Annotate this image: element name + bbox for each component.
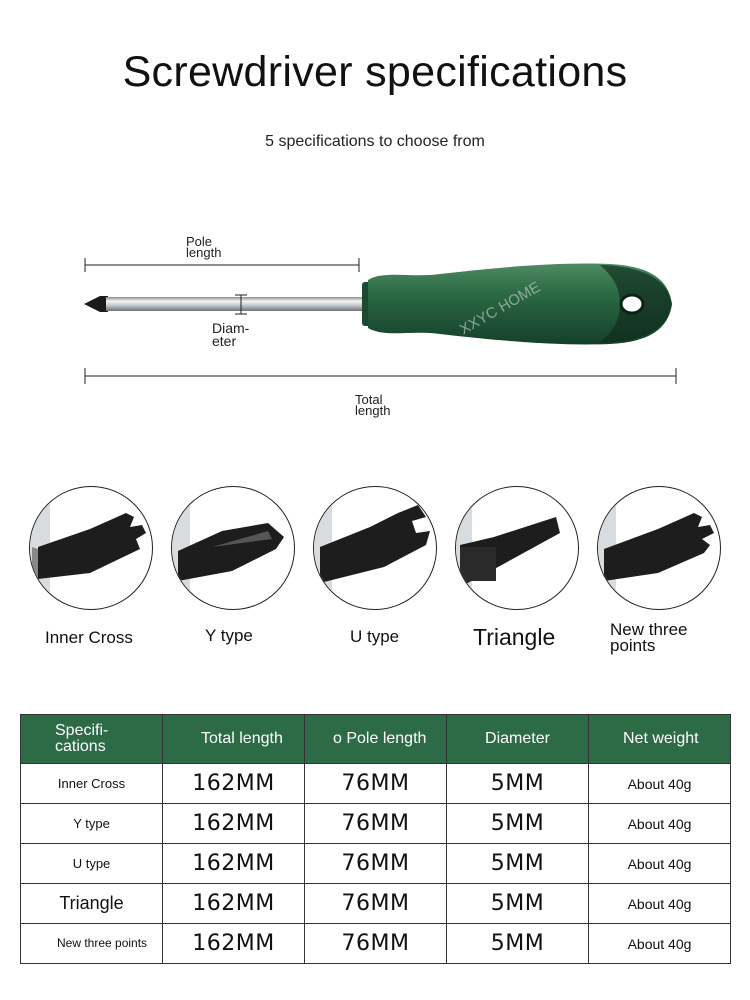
spec-cell: New three points <box>21 924 163 964</box>
column-header: o Pole length <box>305 715 447 764</box>
spec-cell: U type <box>21 844 163 884</box>
total-length-label: Total length <box>355 392 391 418</box>
table-header-row <box>21 715 731 764</box>
table-row <box>21 764 731 804</box>
column-header: Specifi- cations <box>21 715 163 764</box>
page-title: Screwdriver specifications <box>122 48 628 96</box>
spec-cell: Inner Cross <box>21 764 163 804</box>
weight-cell: About 40g <box>589 884 731 924</box>
total-length-cell: 162MM <box>163 844 305 884</box>
u-type-tip-icon <box>313 486 437 610</box>
inner-cross-tip-icon <box>29 486 153 610</box>
tip-label: Triangle <box>473 624 556 650</box>
table-row <box>21 844 731 884</box>
tip-label: New three points <box>610 620 688 655</box>
tip-label: Inner Cross <box>45 628 133 647</box>
pole-length-cell: 76MM <box>305 924 447 964</box>
total-length-cell: 162MM <box>163 924 305 964</box>
shaft <box>106 297 368 311</box>
weight-cell: About 40g <box>589 844 731 884</box>
weight-cell: About 40g <box>589 804 731 844</box>
hang-hole <box>621 295 643 313</box>
spec-table <box>20 714 731 964</box>
pole-length-cell: 76MM <box>305 804 447 844</box>
table-row <box>21 884 731 924</box>
diameter-cell: 5MM <box>447 884 589 924</box>
watermark: XXYC HOME <box>456 278 544 339</box>
table-row <box>21 924 731 964</box>
column-header: Net weight <box>589 715 731 764</box>
total-length-cell: 162MM <box>163 884 305 924</box>
pole-length-dimension <box>85 258 359 272</box>
diameter-cell: 5MM <box>447 804 589 844</box>
weight-cell: About 40g <box>589 924 731 964</box>
pole-length-cell: 76MM <box>305 884 447 924</box>
total-length-cell: 162MM <box>163 764 305 804</box>
spec-cell: Y type <box>21 804 163 844</box>
diameter-label: Diam- eter <box>212 320 250 349</box>
spec-cell: Triangle <box>21 884 163 924</box>
page-subtitle: 5 specifications to choose from <box>265 133 485 150</box>
pole-length-label: Pole length <box>186 234 222 260</box>
triangle-tip-icon <box>455 486 579 610</box>
total-length-dimension <box>85 368 676 384</box>
y-type-tip-icon <box>171 486 295 610</box>
table-row <box>21 804 731 844</box>
pole-length-cell: 76MM <box>305 764 447 804</box>
phillips-tip-icon <box>84 296 108 312</box>
tip-label: Y type <box>205 626 253 645</box>
diameter-cell: 5MM <box>447 844 589 884</box>
new-three-points-tip-icon <box>597 486 721 610</box>
column-header: Total length <box>163 715 305 764</box>
pole-length-cell: 76MM <box>305 844 447 884</box>
diameter-cell: 5MM <box>447 764 589 804</box>
diameter-cell: 5MM <box>447 924 589 964</box>
weight-cell: About 40g <box>589 764 731 804</box>
tip-label: U type <box>350 627 400 646</box>
column-header: Diameter <box>447 715 589 764</box>
total-length-cell: 162MM <box>163 804 305 844</box>
